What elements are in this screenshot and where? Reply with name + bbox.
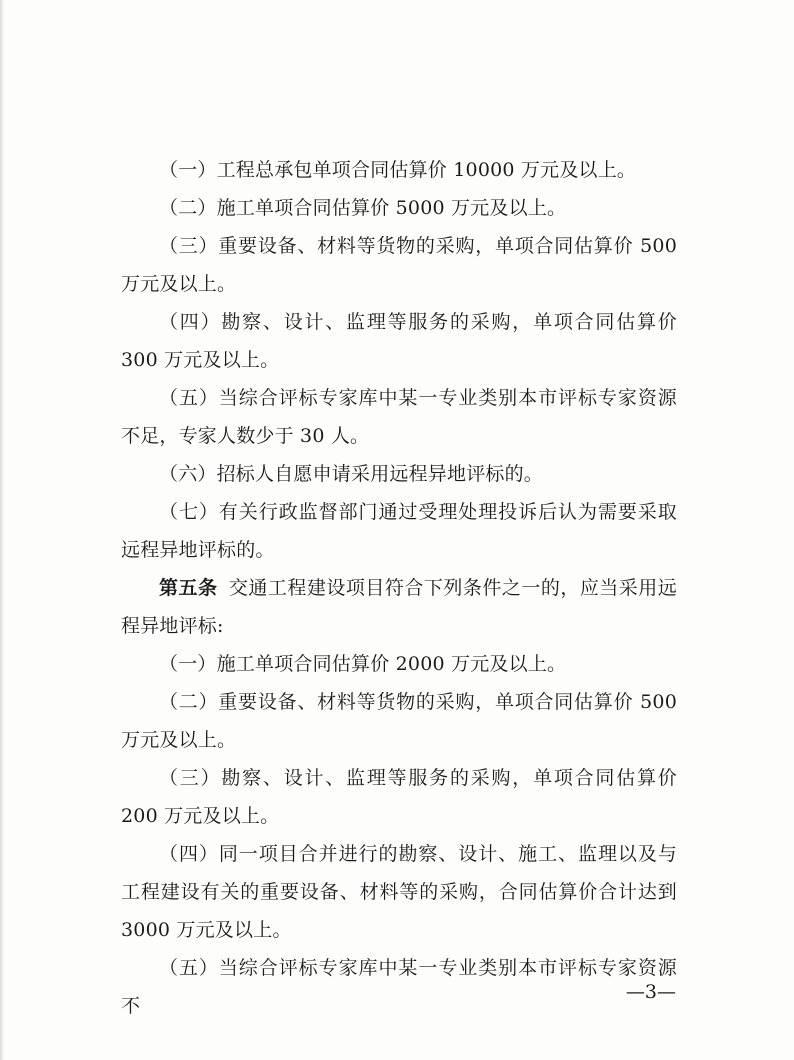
paragraph-8: （一）施工单项合同估算价 2000 万元及以上。 [159,653,567,675]
document-body [121,151,677,1025]
paragraph-10: （三）勘察、设计、监理等服务的采购，单项合同估算价 200 万元及以上。 [121,767,677,827]
article-5-heading: 第五条 [159,577,218,599]
paragraph-6: （六）招标人自愿申请采用远程异地评标的。 [159,463,544,485]
paragraph-4: （四）勘察、设计、监理等服务的采购，单项合同估算价 300 万元及以上。 [121,311,677,371]
scan-edge [0,0,4,1060]
paragraph-1: （一）工程总承包单项合同估算价 10000 万元及以上。 [159,159,637,181]
page-number: —3— [625,981,676,1003]
paragraph-5: （五）当综合评标专家库中某一专业类别本市评标专家资源不足，专家人数少于 30 人。 [121,387,677,447]
paragraph-9: （二）重要设备、材料等货物的采购，单项合同估算价 500 万元及以上。 [121,691,677,751]
paragraph-7: （七）有关行政监督部门通过受理处理投诉后认为需要采取远程异地评标的。 [121,501,677,561]
article-5-text: 交通工程建设项目符合下列条件之一的，应当采用远程异地评标: [121,577,677,637]
article-5-paragraph [121,569,677,645]
paragraph-11: （四）同一项目合并进行的勘察、设计、施工、监理以及与工程建设有关的重要设备、材料等的采购，合同估算价合计达到 3000 万元及以上。 [121,843,677,941]
paragraph-3: （三）重要设备、材料等货物的采购，单项合同估算价 500 万元及以上。 [121,235,677,295]
paragraph-2: （二）施工单项合同估算价 5000 万元及以上。 [159,197,567,219]
paragraph-12: （五）当综合评标专家库中某一专业类别本市评标专家资源不 [121,957,677,1017]
